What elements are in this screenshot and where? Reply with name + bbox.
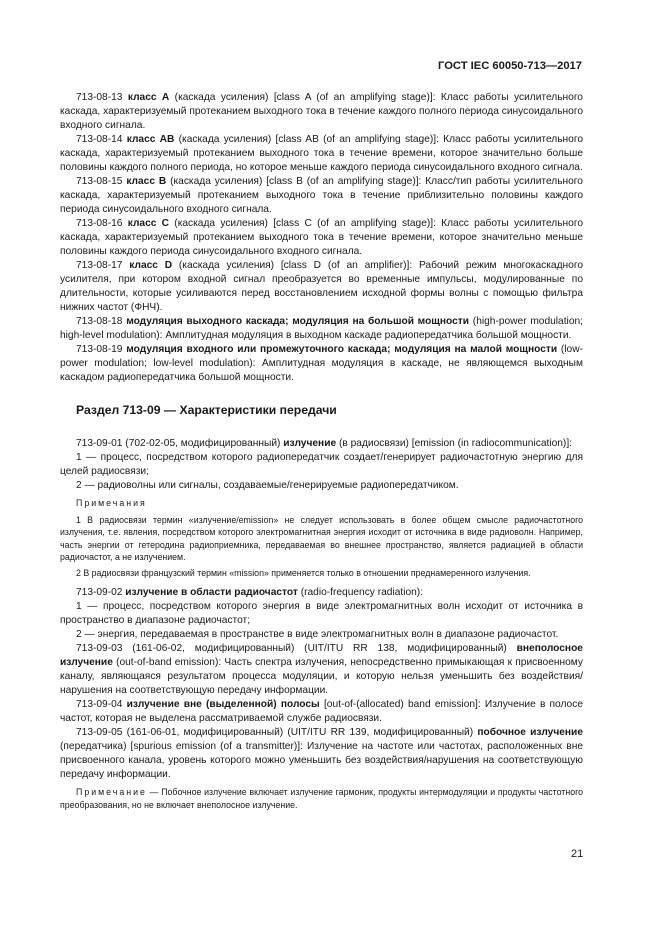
term: класс D [129,260,173,271]
term: излучение [283,438,337,449]
term: модуляция выходного каскада; модуляция на большой мощности [126,316,470,327]
definition-item-1: 1 — процесс, посредством которого энергия в виде электромагнитных волн исходит от источника в пространство в диапазоне радиочастот; [60,601,583,626]
note-2: 2 В радиосвязи французский термин «mission» применяется только в отношении преднамеренного излучения. [76,567,531,578]
definition-item-2: 2 — энергия, передаваемая в пространстве в виде электромагнитных волн в диапазоне радиочастот. [76,629,559,640]
term: модуляция входного или промежуточного каскада; модуляция на малой мощности [126,344,558,355]
entry-713-09-03: 713-09-03 (161-06-02, модифицированный) (UIT/ITU RR 138, модифицированный) внеполосное излучение (out-of-band emission): Часть спектра излучения, непосредственно примыкающая к присвоенному каналу, являющаяся результатом процесса модуляции, и которую нельзя уменьшить без воздействия/нарушения на соответствующую передачу информации. [60,643,583,696]
final-note [60,786,583,811]
entry-713-08-16: 713-08-16 класс C (каскада усиления) [class C (of an amplifying stage)]: Класс работы усилительного каскада, характеризуемый протеканием выходного тока в течение времени, которое значительно меньше половины каждого периода синусоидального входного сигнала. [60,218,583,257]
term: класс AB [126,134,175,145]
entry-713-08-14: 713-08-14 класс AB (каскада усиления) [class AB (of an amplifying stage)]: Класс работы усилительного каскада, характеризуемый протеканием выходного тока в течение времени, которое значительно больше половины каждого полного периода, но которое меньше каждого периода синусоидального входного сигнала. [60,134,583,173]
term: класс A [127,92,170,103]
entry-713-09-05: 713-09-05 (161-06-01, модифицированный) (UIT/ITU RR 139, модифицированный) побочное излучение (передатчика) [spurious emission (of a transmitter)]: Излучение на частоте или частотах, расположенных вне присвоенного канала, уровень которого можно уменьшить без воздействия/нарушения на соответствующую передачу информации. [60,727,583,780]
entry-713-09-04: 713-09-04 излучение вне (выделенной) полосы [out-of-(allocated) band emission]: Излучение в полосе частот, которая не выделена рассматриваемой службе радиосвязи. [60,699,583,724]
entry-713-08-15: 713-08-15 класс B (каскада усиления) [class B (of an amplifying stage)]: Класс/тип работы усилительного каскада, характеризуемый протеканием выходного тока в течение приблизительно половины каждого периода синусоидального входного сигнала. [60,176,583,215]
notes-block [60,497,583,579]
entry-713-08-13: 713-08-13 класс A (каскада усиления) [class A (of an amplifying stage)]: Класс работы усилительного каскада, характеризуемый протеканием выходного тока в течение каждого полного периода синусоидального входного сигнала. [60,92,583,131]
entry-713-08-19: 713-08-19 модуляция входного или промежуточного каскада; модуляция на малой мощности (low-power modulation; low-level modulation): Амплитудная модуляция в каскаде, не являющемся выходным каскадом радиопередатчика большой мощности. [60,344,583,383]
term: излучение в области радиочастот [125,587,298,598]
notes-heading: Примечания [76,498,147,508]
entry-713-09-01: 713-09-01 (702-02-05, модифицированный) излучение (в радиосвязи) [emission (in radiocommunication)]: [76,438,572,449]
term: класс B [126,176,167,187]
document-header: ГОСТ IEC 60050-713—2017 [438,60,582,72]
entry-713-08-17: 713-08-17 класс D (каскада усиления) [class D (of an amplifier)]: Рабочий режим многокаскадного усилителя, при котором входной сигнал преобразуется во временные импульсы, модулированные по длительности, которые усиливаются перед восстановлением исходной формы волны с помощью фильтра нижних частот (ФНЧ). [60,260,583,313]
entry-713-09-02: 713-09-02 излучение в области радиочастот (radio-frequency radiation): [76,587,424,598]
term: побочное излучение [477,727,583,738]
entry-713-08-18: 713-08-18 модуляция выходного каскада; модуляция на большой мощности (high-power modulation; high-level modulation): Амплитудная модуляция в выходном каскаде радиопередатчика большой мощности. [60,316,583,341]
term: излучение вне (выделенной) полосы [126,699,320,710]
section-title: Раздел 713-09 — Характеристики передачи [76,403,337,417]
final-note-heading: Примечание [76,787,147,797]
document-body [60,91,583,814]
term: класс C [127,218,170,229]
final-note-text: — Побочное излучение включает излучение гармоник, продукты интермодуляции и продукты частотного преобразования, но не включает внеполосное излучение. [60,787,583,810]
term: внеполосное излучение [60,643,583,668]
note-1: 1 В радиосвязи термин «излучение/emission» не следует использовать в более общем смысле радиочастотного излучения, т.е. явления, посредством которого электромагнитная энергия исходит от источника в виде радиоволн. Например, часть энергии от гетеродина радиоприемника, передаваемая во внешнее пространство, является радиацией в области радиочастот, а не излучением. [60,514,583,562]
definition-item-1: 1 — процесс, посредством которого радиопередатчик создает/генерирует радиочастотную энергию для целей радиосвязи; [60,452,583,477]
page-number: 21 [571,848,584,860]
definition-item-2: 2 — радиоволны или сигналы, создаваемые/генерируемые радиопередатчиком. [76,480,459,491]
